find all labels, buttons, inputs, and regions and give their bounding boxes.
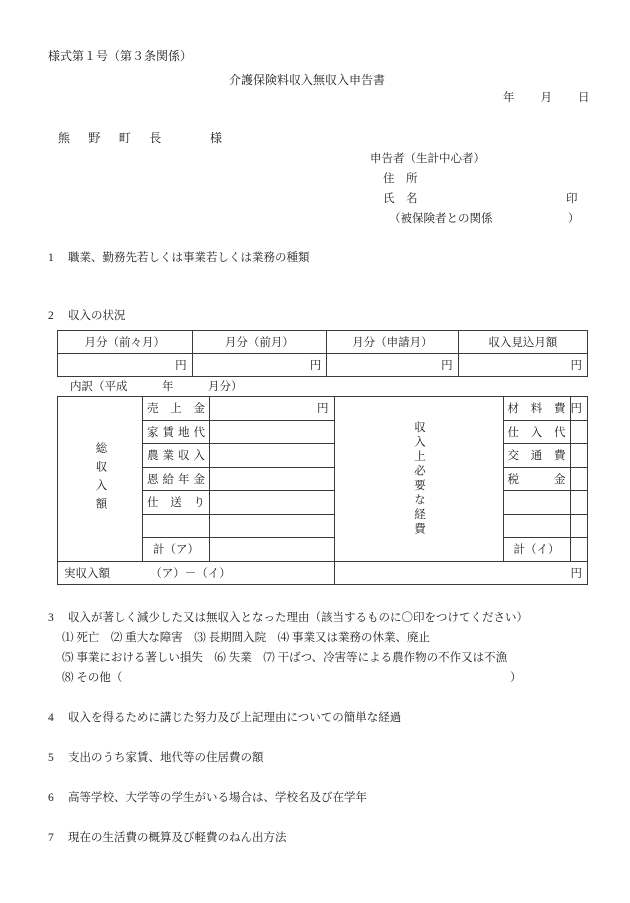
section-5-number: 5 — [48, 752, 54, 764]
section-3-other-close-paren: ） — [510, 672, 522, 684]
gross-income-vertical-label: 総収入額 — [58, 397, 143, 562]
breakdown-left-value-0[interactable]: 円 — [210, 397, 335, 421]
breakdown-left-label-2: 農業収入 — [143, 444, 210, 468]
breakdown-right-label-5 — [503, 514, 570, 538]
breakdown-left-value-5[interactable] — [210, 514, 335, 538]
breakdown-right-value-3[interactable] — [570, 467, 588, 491]
breakdown-right-value-5[interactable] — [570, 514, 588, 538]
section-7-number: 7 — [48, 832, 54, 844]
section-3-label: 収入が著しく減少した又は無収入となった理由（該当するものに〇印をつけてください） — [68, 612, 528, 624]
breakdown-left-subtotal-label: 計（ア） — [143, 538, 210, 562]
breakdown-caption: 内訳（平成 年 月分） — [70, 381, 243, 393]
section-3-options-line-1[interactable]: ⑴ 死亡 ⑵ 重大な障害 ⑶ 長期間入院 ⑷ 事業又は業務の休業、廃止 — [62, 632, 430, 644]
section-6-label: 高等学校、大学等の学生がいる場合は、学校名及び在学年 — [68, 792, 367, 804]
section-4-number: 4 — [48, 712, 54, 724]
breakdown-right-value-0[interactable]: 円 — [570, 397, 588, 421]
value-cell-expected-monthly[interactable]: 円 — [458, 354, 587, 377]
table-row — [58, 397, 588, 421]
breakdown-right-value-2[interactable] — [570, 444, 588, 468]
table-header-row — [58, 331, 588, 354]
breakdown-left-value-1[interactable] — [210, 420, 335, 444]
section-7-label: 現在の生活費の概算及び軽費のねん出方法 — [68, 832, 287, 844]
section-5-label: 支出のうち家賃、地代等の住居費の額 — [68, 752, 264, 764]
value-cell-prev-month[interactable]: 円 — [192, 354, 327, 377]
declarant-heading: 申告者（生計中心者） — [370, 153, 485, 165]
section-1-label: 職業、勤務先若しくは事業若しくは業務の種類 — [68, 252, 310, 264]
breakdown-left-value-4[interactable] — [210, 491, 335, 515]
breakdown-left-value-2[interactable] — [210, 444, 335, 468]
relation-close-paren: ） — [568, 213, 580, 225]
breakdown-right-value-4[interactable] — [570, 491, 588, 515]
breakdown-left-label-0: 売上金 — [143, 397, 210, 421]
breakdown-left-value-3[interactable] — [210, 467, 335, 491]
header-cell-prev-month: 月分（前月） — [192, 331, 327, 354]
header-cell-expected-monthly: 収入見込月額 — [458, 331, 587, 354]
form-number: 様式第１号（第３条関係） — [48, 49, 193, 63]
breakdown-right-label-3: 税金 — [503, 467, 570, 491]
declarant-address-label: 住 所 — [383, 173, 418, 185]
page-title: 介護保険料収入無収入申告書 — [229, 73, 386, 87]
net-income-value[interactable]: 円 — [334, 561, 588, 585]
breakdown-right-label-1: 仕入代 — [503, 420, 570, 444]
breakdown-right-value-1[interactable] — [570, 420, 588, 444]
section-1-number: 1 — [48, 252, 54, 264]
value-cell-prev-prev-month[interactable]: 円 — [58, 354, 193, 377]
breakdown-left-label-1: 家賃地代 — [143, 420, 210, 444]
addressee: 熊 野 町 長 様 — [58, 131, 226, 145]
section-4-label: 収入を得るために講じた努力及び上記理由についての簡単な経過 — [68, 712, 402, 724]
value-cell-application-month[interactable]: 円 — [327, 354, 458, 377]
section-3-options-line-2[interactable]: ⑸ 事業における著しい損失 ⑹ 失業 ⑺ 干ばつ、冷害等による農作物の不作又は不漁 — [62, 652, 508, 664]
section-2-number: 2 — [48, 310, 54, 322]
breakdown-right-label-4 — [503, 491, 570, 515]
net-income-label: 実収入額 （ア）－（イ） — [58, 561, 335, 585]
breakdown-right-subtotal-label: 計（イ） — [503, 538, 570, 562]
section-3-other-option[interactable]: ⑻ その他（ — [62, 672, 123, 684]
section-3-number: 3 — [48, 612, 54, 624]
breakdown-right-label-0: 材料費 — [503, 397, 570, 421]
breakdown-left-label-5 — [143, 514, 210, 538]
relation-label: （被保険者との関係 — [389, 213, 493, 225]
breakdown-table — [57, 396, 588, 585]
header-cell-prev-prev-month: 月分（前々月） — [58, 331, 193, 354]
breakdown-right-label-2: 交通費 — [503, 444, 570, 468]
section-6-number: 6 — [48, 792, 54, 804]
necessary-expense-vertical-label: 収入上必要な経費 — [334, 397, 503, 562]
declarant-name-label: 氏 名 — [383, 193, 418, 205]
breakdown-left-label-3: 恩給年金 — [143, 467, 210, 491]
income-status-table — [57, 330, 588, 377]
date-line: 年 月 日 — [503, 92, 591, 104]
table-row — [58, 354, 588, 377]
breakdown-left-label-4: 仕送り — [143, 491, 210, 515]
net-income-row — [58, 561, 588, 585]
seal-mark: 印 — [566, 193, 578, 205]
breakdown-right-subtotal-value[interactable] — [570, 538, 588, 562]
header-cell-application-month: 月分（申請月） — [327, 331, 458, 354]
section-2-label: 収入の状況 — [68, 310, 126, 322]
breakdown-left-subtotal-value[interactable] — [210, 538, 335, 562]
